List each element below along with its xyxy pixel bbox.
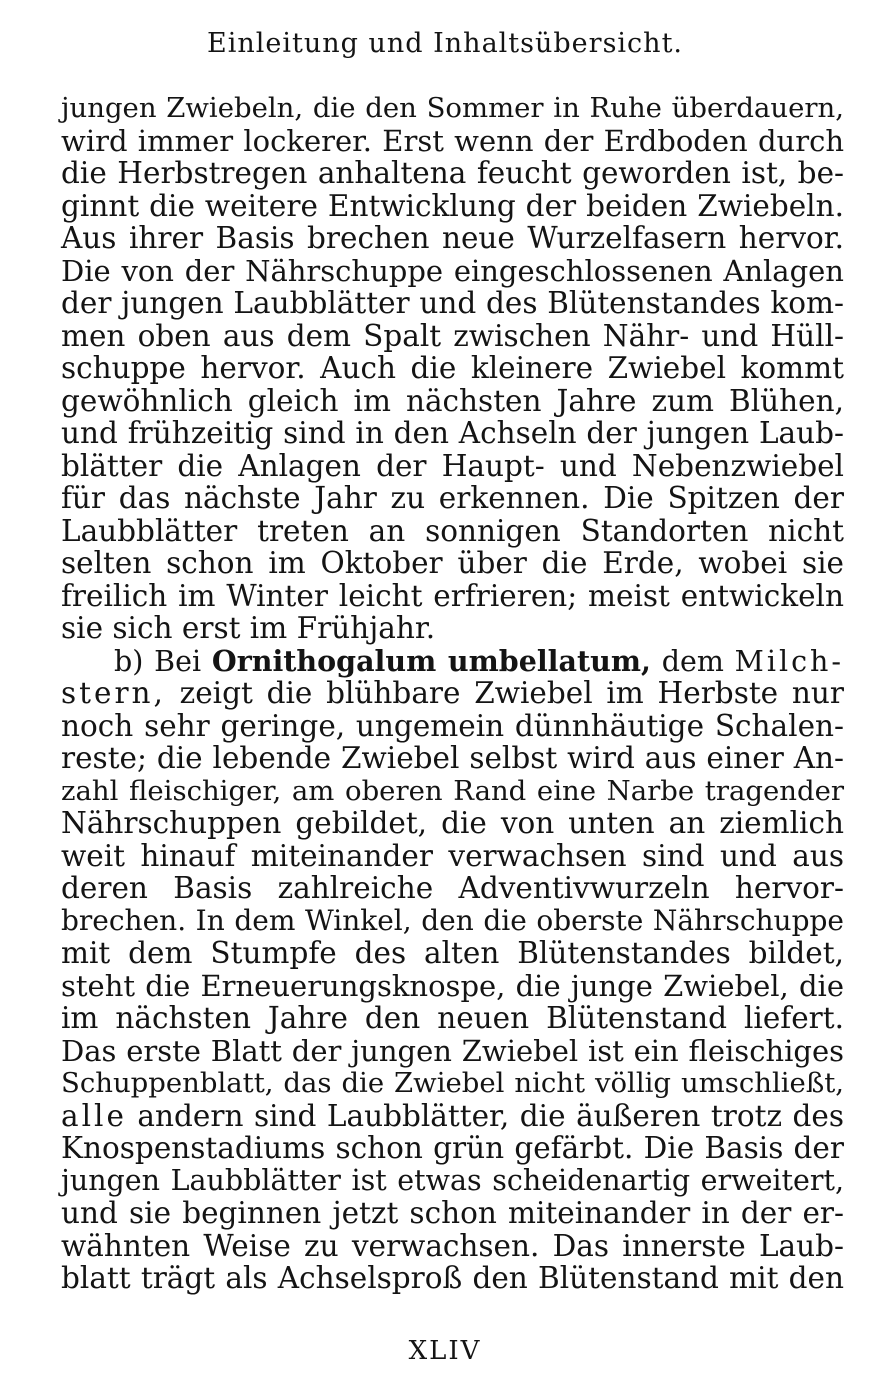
text-line: reste; die lebende Zwiebel selbst wird aus einer An-	[61, 741, 844, 775]
paragraph-b-rest: zeigt die blühbare Zwiebel im Herbste nur	[165, 676, 844, 710]
text-line: brechen. In dem Winkel, den die oberste Nährschuppe	[61, 903, 844, 937]
text-line: zahl fleischiger, am oberen Rand eine Narbe tragender	[61, 774, 844, 807]
body-text	[61, 92, 844, 1295]
text-line-rest: andern sind Laubblätter, die äußeren trotz des	[126, 1098, 844, 1133]
text-line: deren Basis zahlreiche Adventivwurzeln hervor-	[61, 871, 844, 905]
text-line: Aus ihrer Basis brechen neue Wurzelfasern hervor.	[61, 221, 844, 255]
text-line: die Herbstregen anhaltena feucht geworden ist, be-	[61, 156, 844, 190]
text-line: und sie beginnen jetzt schon miteinander in der er-	[61, 1196, 844, 1230]
text-line: Nährschuppen gebildet, die von unten an ziemlich	[61, 806, 844, 840]
text-line: weit hinauf miteinander verwachsen sind und aus	[61, 838, 844, 873]
text-line: mit dem Stumpfe des alten Blütenstandes bildet,	[61, 936, 844, 970]
species-name: Ornithogalum umbellatum,	[211, 643, 651, 678]
text-line: Die von der Nährschuppe eingeschlossenen Anlagen	[61, 253, 844, 288]
text-line: blätter die Anlagen der Haupt- und Nebenzwiebel	[61, 448, 844, 483]
text-line: gewöhnlich gleich im nächsten Jahre zum Blühen,	[61, 383, 844, 418]
text-line: schuppe hervor. Auch die kleinere Zwiebel kommt	[61, 351, 844, 385]
text-line: wird immer lockerer. Erst wenn der Erdboden durch	[61, 123, 844, 158]
text-line: noch sehr geringe, ungemein dünnhäutige Schalen-	[61, 708, 844, 743]
page-number: XLIV	[408, 1336, 482, 1366]
text-line: für das nächste Jahr zu erkennen. Die Spitzen der	[61, 481, 844, 515]
text-line: und frühzeitig sind in den Achseln der jungen Laub-	[61, 416, 844, 450]
text-line: wähnten Weise zu verwachsen. Das innerste Laub-	[61, 1228, 844, 1263]
text-line: freilich im Winter leicht erfrieren; meist entwickeln	[61, 578, 844, 613]
text-line: selten schon im Oktober über die Erde, wobei sie	[61, 546, 844, 580]
text-line: ginnt die weitere Entwicklung der beiden Zwiebeln.	[61, 188, 844, 223]
text-line: jungen Laubblätter ist etwas scheidenartig erweitert,	[61, 1163, 844, 1197]
text-line-alle	[61, 1100, 844, 1133]
running-header: Einleitung und Inhaltsübersicht.	[207, 28, 683, 59]
text-line: jungen Zwiebeln, die den Sommer in Ruhe überdauern,	[61, 92, 844, 124]
text-line: Knospenstadiums schon grün gefärbt. Die Basis der	[61, 1131, 844, 1165]
text-line: steht die Erneuerungsknospe, die junge Zwiebel, die	[61, 968, 844, 1003]
paragraph-b-second-line	[61, 677, 844, 710]
text-line: Das erste Blatt der jungen Zwiebel ist ein fleischiges	[61, 1033, 844, 1068]
text-line: im nächsten Jahre den neuen Blütenstand liefert.	[61, 1001, 844, 1035]
text-line: men oben aus dem Spalt zwischen Nähr- und Hüll-	[61, 318, 844, 353]
text-line: Schuppenblatt, das die Zwiebel nicht völlig umschließt,	[61, 1067, 844, 1099]
spaced-word: alle	[61, 1098, 127, 1133]
paragraph-b-prefix: b) Bei	[114, 644, 212, 678]
paragraph-b-first-line	[61, 645, 844, 678]
paragraph-b-mid: dem	[650, 644, 735, 678]
text-line: blatt trägt als Achselsproß den Blütenstand mit den	[61, 1261, 844, 1295]
text-line: der jungen Laubblätter und des Blütenstandes kom-	[61, 286, 844, 320]
common-name-part1: Milch-	[734, 644, 845, 678]
common-name-part2: stern,	[61, 676, 166, 710]
text-line: sie sich erst im Frühjahr.	[61, 611, 436, 645]
text-line: Laubblätter treten an sonnigen Standorten nicht	[61, 513, 844, 548]
